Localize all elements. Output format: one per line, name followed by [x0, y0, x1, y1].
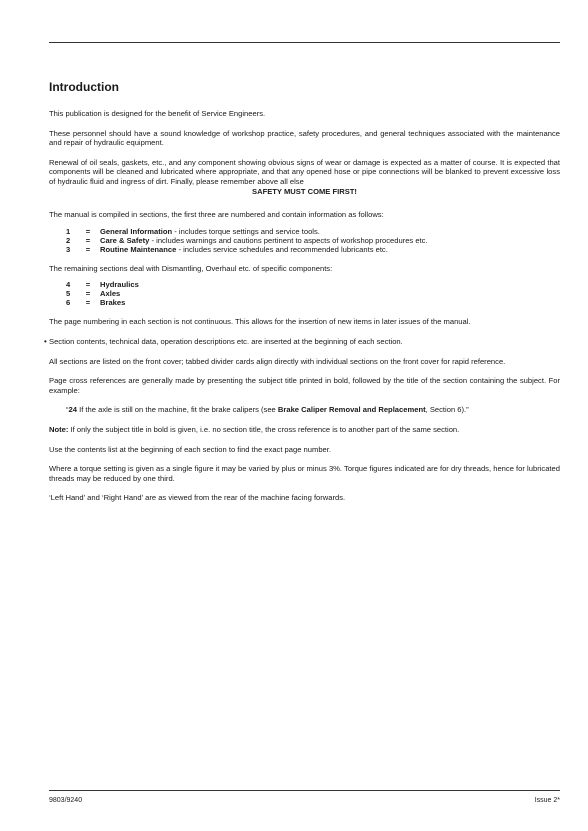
- item-number: 4: [66, 280, 71, 290]
- example-text: If the axle is still on the machine, fit the brake calipers (see: [76, 405, 278, 415]
- list-item: [66, 236, 560, 245]
- list-item: [66, 227, 560, 236]
- footer-rule: [49, 790, 560, 791]
- paragraph-remaining: The remaining sections deal with Dismantling, Overhaul etc. of specific components:: [49, 263, 333, 273]
- item-number: 2: [66, 235, 71, 245]
- paragraph-torque: Where a torque setting is given as a single figure it may be varied by plus or minus 3%. Torque figures indicated are for dry threads, hence for lubricated threads may be reduced by one third.: [49, 464, 560, 483]
- item-name: Brakes: [100, 298, 126, 308]
- paragraph-renewal: Renewal of oil seals, gaskets, etc., and any component showing obvious signs of wear or damage is expected as a matter of course. It is expected that components will be cleaned and lubricated where appropriate, and that any opened hose or pipe connections will be blanked to prevent excessive loss of hydraulic fluid and ingress of dirt. Finally, please remember above all else: [49, 157, 560, 186]
- paragraph-front-cover: All sections are listed on the front cover; tabbed divider cards align directly with individual sections on the front cover for rapid reference.: [49, 356, 506, 366]
- paragraph-purpose: This publication is designed for the benefit of Service Engineers.: [49, 109, 266, 118]
- example-bold-title: Brake Caliper Removal and Replacement: [277, 405, 426, 415]
- item-number: 1: [66, 226, 71, 236]
- safety-notice: SAFETY MUST COME FIRST!: [252, 186, 357, 196]
- item-equals: =: [85, 235, 91, 245]
- paragraph-personnel: These personnel should have a sound knowledge of workshop practice, safety procedures, and general techniques associated with the maintenance and repair of hydraulic equipment.: [49, 128, 560, 148]
- list-item: [66, 298, 560, 307]
- issue-label: Issue 2*: [534, 797, 560, 804]
- item-name: Axles: [100, 289, 121, 299]
- paragraph-handedness: ‘Left Hand’ and ‘Right Hand’ are as viewed from the rear of the machine facing forwards.: [49, 493, 346, 503]
- item-name: Hydraulics: [100, 280, 139, 290]
- item-equals: =: [85, 298, 91, 308]
- item-equals: =: [85, 280, 91, 290]
- paragraph-cross-references: Page cross references are generally made by presenting the subject title printed in bold, followed by the title of the section containing the subject. For example:: [49, 376, 560, 395]
- item-equals: =: [85, 244, 91, 254]
- example-number: 24: [68, 405, 77, 415]
- item-description: - includes torque settings and service tools.: [172, 226, 320, 236]
- item-equals: =: [85, 226, 91, 236]
- item-equals: =: [85, 289, 91, 299]
- item-number: 3: [66, 244, 71, 254]
- note-paragraph: [49, 425, 560, 435]
- page-content: [49, 80, 560, 513]
- example-tail: , Section 6).”: [425, 405, 469, 415]
- item-name: Routine Maintenance: [100, 244, 177, 254]
- note-text: If only the subject title in bold is given, i.e. no section title, the cross reference is to another part of the same section.: [68, 424, 460, 434]
- item-number: 6: [66, 298, 71, 308]
- item-name: General Information: [100, 226, 173, 236]
- quote-open: “: [66, 405, 69, 415]
- note-label: Note:: [49, 424, 69, 434]
- paragraph-numbering: The page numbering in each section is not continuous. This allows for the insertion of new items in later issues of the manual.: [49, 317, 471, 327]
- section-list-primary: [66, 227, 560, 254]
- paragraph-sections: The manual is compiled in sections, the first three are numbered and contain information as follows:: [49, 210, 384, 220]
- paragraph-contents-list: Use the contents list at the beginning of each section to find the exact page number.: [49, 444, 331, 454]
- section-list-components: [66, 280, 560, 307]
- paragraph-contents: Section contents, technical data, operation descriptions etc. are inserted at the beginning of each section.: [49, 336, 403, 346]
- page-title: Introduction: [49, 80, 119, 94]
- item-name: Care & Safety: [100, 235, 150, 245]
- change-bullet: •: [44, 337, 47, 346]
- item-description: - includes service schedules and recommended lubricants etc.: [176, 244, 388, 254]
- list-item: [66, 280, 560, 289]
- list-item: [66, 245, 560, 254]
- header-rule: [49, 42, 560, 43]
- list-item: [66, 289, 560, 298]
- item-description: - includes warnings and cautions pertinent to aspects of workshop procedures etc.: [149, 235, 428, 245]
- cross-reference-example: [66, 405, 560, 415]
- document-number: 9803/9240: [49, 797, 83, 804]
- item-number: 5: [66, 289, 71, 299]
